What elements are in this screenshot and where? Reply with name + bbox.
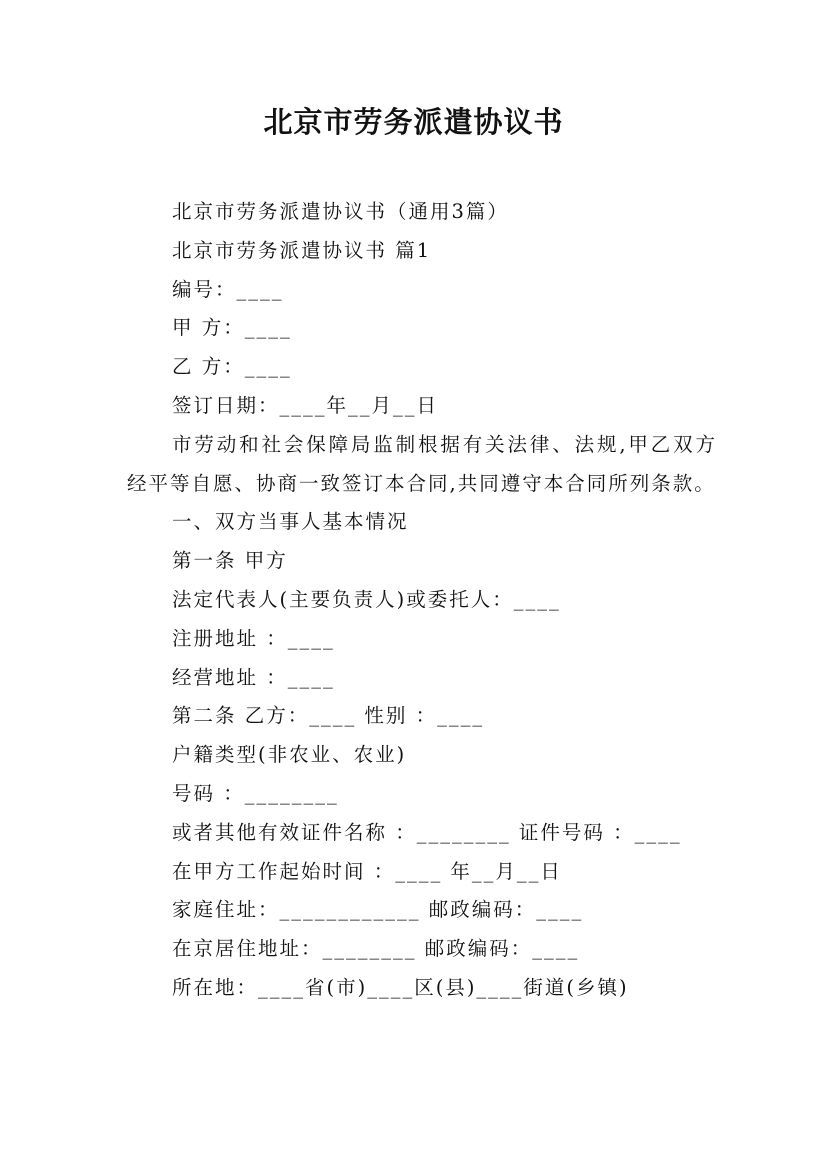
party-a-field-line: 甲 方：____ bbox=[172, 316, 292, 340]
subtitle-line: 北京市劳务派遣协议书（通用3篇） bbox=[172, 200, 509, 223]
article-two-line: 第二条 乙方：____ 性别 ：____ bbox=[172, 704, 485, 728]
business-address-field-line: 经营地址 ：____ bbox=[172, 665, 335, 689]
location-field-line: 所在地：____省(市)____区(县)____街道(乡镇) bbox=[172, 975, 629, 999]
article-one-heading: 第一条 甲方 bbox=[172, 549, 288, 573]
document-body bbox=[127, 193, 717, 1008]
start-time-field-line: 在甲方工作起始时间 ：____ 年__月__日 bbox=[172, 859, 562, 883]
intro-paragraph: 市劳动和社会保障局监制根据有关法律、法规,甲乙双方经平等自愿、协商一致签订本合同,共同遵守本合同所列条款。 bbox=[127, 432, 717, 495]
number-field-line: 编号：____ bbox=[172, 277, 284, 301]
legal-representative-field-line: 法定代表人(主要负责人)或委托人：____ bbox=[172, 587, 561, 611]
document-title: 北京市劳务派遣协议书 bbox=[263, 105, 564, 139]
other-id-field-line: 或者其他有效证件名称 ：________ 证件号码 ：____ bbox=[172, 820, 682, 844]
registered-address-field-line: 注册地址 ：____ bbox=[172, 626, 335, 650]
party-b-field-line: 乙 方：____ bbox=[172, 355, 292, 379]
part-one-heading: 一、双方当事人基本情况 bbox=[172, 510, 409, 534]
section-heading-line: 北京市劳务派遣协议书 篇1 bbox=[172, 238, 432, 262]
beijing-address-field-line: 在京居住地址：________ 邮政编码：____ bbox=[172, 937, 580, 961]
household-type-line: 户籍类型(非农业、农业) bbox=[172, 743, 407, 767]
sign-date-field-line: 签订日期：____年__月__日 bbox=[172, 393, 439, 417]
home-address-field-line: 家庭住址：____________ 邮政编码：____ bbox=[172, 898, 584, 922]
id-number-field-line: 号码 ：________ bbox=[172, 781, 339, 805]
